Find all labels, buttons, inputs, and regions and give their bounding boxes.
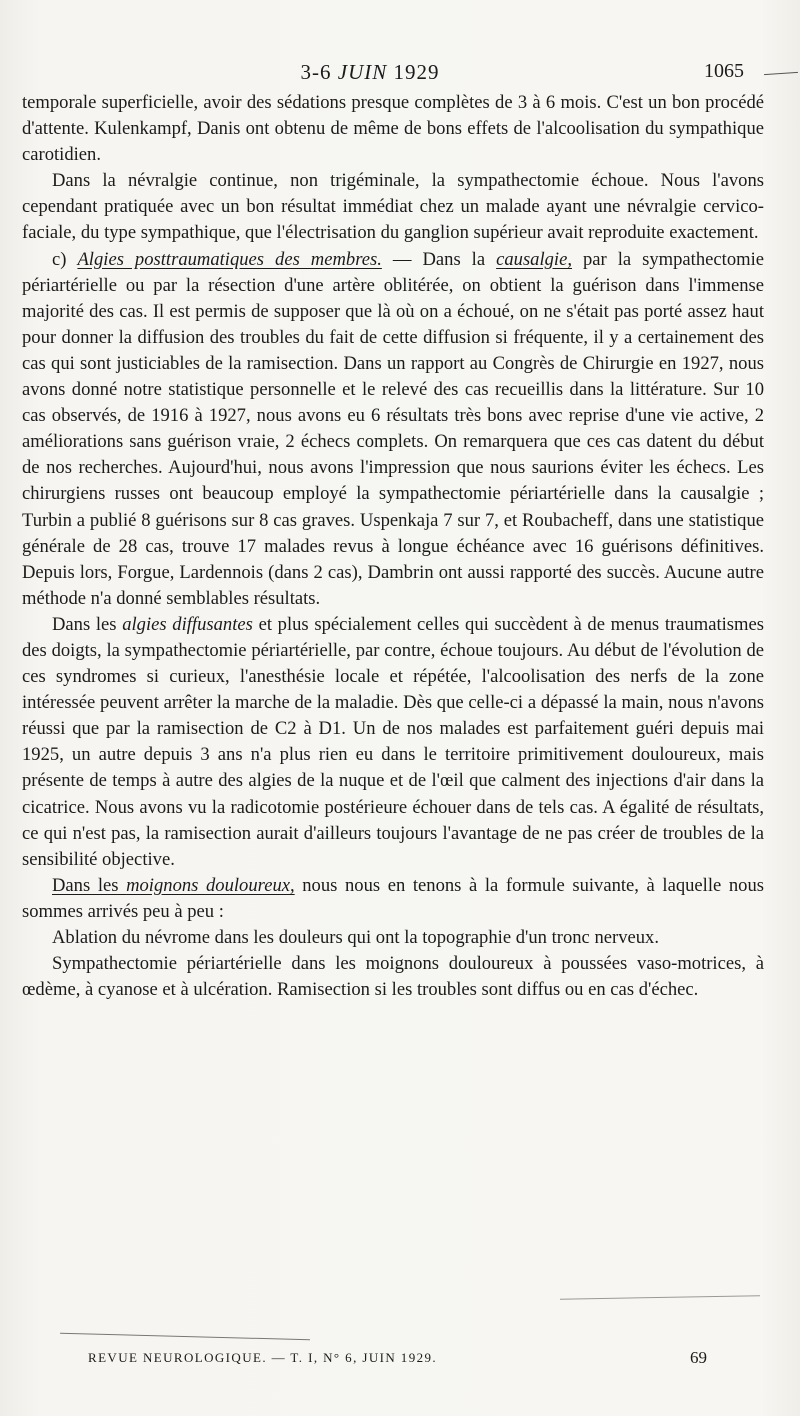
paragraph-3-text-a: — Dans la: [381, 248, 497, 270]
pencil-mark: [764, 72, 798, 75]
moignons-douloureux-term: moignons douloureux,: [126, 874, 295, 896]
paragraph-4: [22, 612, 764, 873]
pencil-mark: [60, 1333, 310, 1341]
journal-footer: REVUE NEUROLOGIQUE. — T. I, N° 6, JUIN 1929.: [88, 1350, 438, 1365]
algies-diffusantes-term: algies diffusantes: [122, 613, 253, 635]
body-text: [22, 90, 764, 1003]
header-date-month: JUIN: [337, 60, 388, 84]
header-date-year: 1929: [393, 60, 440, 84]
pencil-mark: [560, 1295, 760, 1299]
signature-number: 69: [690, 1348, 707, 1367]
paragraph-2: Dans la névralgie continue, non trigéminale, la sympathectomie échoue. Nous l'avons cependant pratiquée avec un bon résultat immédiat chez un malade ayant une névralgie cervico-faciale, du type sympathique, que l'électrisation du ganglion supérieur avait reproduite exactement.: [22, 170, 764, 244]
running-header: [0, 60, 740, 85]
paragraph-1: temporale superficielle, avoir des sédations presque complètes de 3 à 6 mois. C'est un bon procédé d'attente. Kulenkampf, Danis ont obtenu de même de bons effets de l'alcoolisation du sympathique carotidien.: [22, 92, 764, 166]
page-number: 1065: [704, 60, 744, 82]
paragraph-5-start: Dans les: [52, 874, 127, 896]
paragraph-4-text: et plus spécialement celles qui succèdent à de menus traumatismes des doigts, la sympathectomie périartérielle, par contre, échoue toujours. Au début de l'évolution de ces syndromes si curieux, l'anesthésie locale et répétée, l'alcoolisation des nerfs de la zone intéressée peuvent arrêter la marche de la maladie. Dès que celle-ci a dépassé la main, nous n'avons réussi que par la ramisection de C2 à D1. Un de nos malades est parfaitement guéri depuis mai 1925, un autre depuis 3 ans n'a plus rien eu dans le territoire primitivement douloureux, mais présente de temps à autre des algies de la nuque et de l'œil que calment des injections d'air dans la cicatrice. Nous avons vu la radicotomie postérieure échouer dans de tels cas. A égalité de résultats, ce qui n'est pas, la ramisection aurait d'ailleurs toujours l'avantage de ne pas créer de troubles de la sensibilité objective.: [22, 613, 764, 870]
paragraph-5-text: nous nous en tenons à la formule suivante, à laquelle nous sommes arrivés peu à peu :: [22, 874, 764, 922]
paragraph-6: Ablation du névrome dans les douleurs qui ont la topographie d'un tronc nerveux.: [52, 927, 659, 948]
paragraph-7: Sympathectomie périartérielle dans les moignons douloureux à poussées vaso-motrices, à œdème, à cyanose et à ulcération. Ramisection si les troubles sont diffus ou en cas d'échec.: [22, 953, 764, 1001]
paragraph-4-start: Dans les: [52, 613, 123, 635]
section-label: c): [52, 248, 67, 270]
causalgie-term: causalgie,: [496, 248, 573, 270]
paragraph-3-text-b: par la sympathectomie périartérielle ou par la résection d'une artère oblitérée, on obtient la guérison dans l'immense majorité des cas. Il est permis de supposer que là où on a échoué, on ne s'était pas porté assez haut pour donner la diffusion des troubles du fait de cette diffusion si fréquente, il y a certainement des cas qui sont justiciables de la ramisection. Dans un rapport au Congrès de Chirurgie en 1927, nous avons donné notre statistique personnelle et le relevé des cas recueillis dans la littérature. Sur 10 cas observés, de 1916 à 1927, nous avons eu 6 résultats très bons avec reprise d'une vie active, 2 améliorations sans guérison vraie, 2 échecs complets. On remarquera que ces cas datent du début de nos recherches. Aujourd'hui, nous avons l'impression que nous saurions éviter les échecs. Les chirurgiens russes ont beaucoup employé la sympathectomie périartérielle dans la causalgie ; Turbin a publié 8 guérisons sur 8 cas graves. Uspenkaja 7 sur 7, et Roubacheff, dans une statistique générale de 28 cas, trouve 17 malades revus à longue échéance avec 16 guérisons définitives. Depuis lors, Forgue, Lardennois (dans 2 cas), Dambrin ont aussi rapporté des succès. Aucune autre méthode n'a donné semblables résultats.: [22, 248, 764, 609]
paragraph-5: [22, 873, 764, 925]
header-date-prefix: 3-6: [300, 60, 332, 84]
paragraph-3: [22, 247, 764, 612]
section-title: Algies posttraumatiques des membres.: [77, 248, 382, 270]
